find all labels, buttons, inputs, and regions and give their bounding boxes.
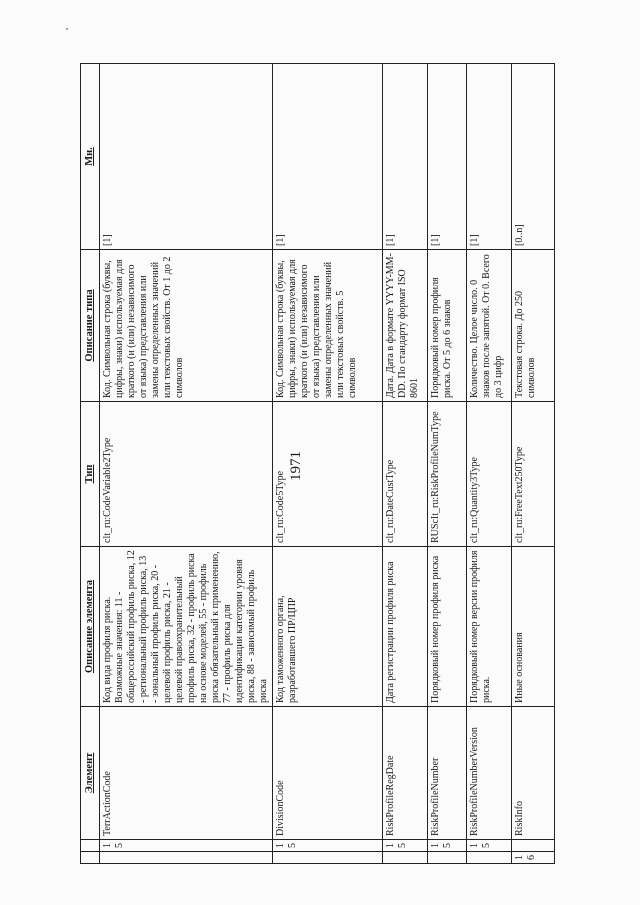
cell-element-description: Иные основания [512,547,555,707]
cell-multiplicity: [1] [100,64,273,250]
row-number: 15 [100,840,273,852]
cell-element: RiskInfo [512,707,555,840]
row-number: 15 [467,840,512,852]
header-blank-outer [81,852,100,864]
cell-element: RiskProfileNumberVersion [467,707,512,840]
cell-multiplicity: [1] [428,64,467,250]
row-number: 15 [273,840,383,852]
cell-multiplicity: [1] [467,64,512,250]
table-header-row [81,64,100,864]
row-outer-number [428,852,467,864]
cell-type-description: Код. Символьная строка (буквы, цифры, знаки) используемая для краткого (и (или) независимого от языка) представления или замены определенных значений или текстовых свойств. 5 символов [273,250,383,402]
table-row [383,64,428,864]
cell-element-description: Код вида профиля риска. Возможные значения: 11 - общероссийский профиль риска, 12 - региональный профиль риска, 13 - зональный профиль риска, 20 - целевой профиль риска, 21 - целевой правоохранительный профиль риска, 32 - профиль риска на основе моделей, 55 - профиль риска обязательный к применению, 77 - профиль риска для идентификации категории уровня риска, 88 - зависимый профиль риска [100,547,273,707]
header-element-description: Описание элемента [81,547,100,707]
cell-element-description: Порядковый номер версии профиля риска. [467,547,512,707]
cell-type-description: Дата. Дата в формате YYYY-MM-DD. По стандарту формат ISO 8601 [383,250,428,402]
header-element: Элемент [81,707,100,840]
header-type-description: Описание типа [81,250,100,402]
table-row [467,64,512,864]
rotated-table-container [80,64,537,864]
cell-type-description: Порядковый номер профиля риска. От 5 до 6 знаков [428,250,467,402]
row-number: 15 [428,840,467,852]
table-row [428,64,467,864]
specification-table [80,63,555,864]
header-multiplicity: Мн. [81,64,100,250]
cell-type: clt_ru:Code5Type [273,402,383,547]
cell-element: DivisionCode [273,707,383,840]
cell-element: RiskProfileRegDate [383,707,428,840]
header-blank-inner [81,840,100,852]
cell-type-description: Текстовая строка. До 250 символов [512,250,555,402]
page-number: 1971 [288,451,304,481]
cell-element-description: Дата регистрации профиля риска [383,547,428,707]
header-type: Тип [81,402,100,547]
cell-multiplicity: [1] [383,64,428,250]
cell-element-description: Порядковый номер профиля риска [428,547,467,707]
cell-multiplicity: [0..n] [512,64,555,250]
cell-type: clt_ru:Quantity3Type [467,402,512,547]
table-row [100,64,273,864]
row-outer-number [100,852,273,864]
row-number: 15 [383,840,428,852]
row-outer-number [383,852,428,864]
row-outer-number: 16 [512,852,555,864]
cell-element: TerrActionCode [100,707,273,840]
cell-type: clt_ru:DateCustType [383,402,428,547]
row-number [512,840,555,852]
cell-multiplicity: [1] [273,64,383,250]
cell-type-description: Код. Символьная строка (буквы, цифры, знаки) используемая для краткого (и (или) независимого от языка) представления или замены определенных значений или текстовых свойств. От 1 до 2 символов [100,250,273,402]
row-outer-number [273,852,383,864]
cell-type-description: Количество. Целое число. 0 знаков после запятой. От 0. Всего до 3 цифр [467,250,512,402]
table-row [512,64,555,864]
cell-type: clt_ru:CodeVariable2Type [100,402,273,547]
cell-element-description: Код таможенного органа, разработавшего ПР/ЦПР [273,547,383,707]
cell-type: RUScIt_ru:RiskProfileNumType [428,402,467,547]
row-outer-number [467,852,512,864]
cell-type: clt_ru:FreeText250Type [512,402,555,547]
cell-element: RiskProfileNumber [428,707,467,840]
scan-speck [66,28,68,30]
table-row [273,64,383,864]
